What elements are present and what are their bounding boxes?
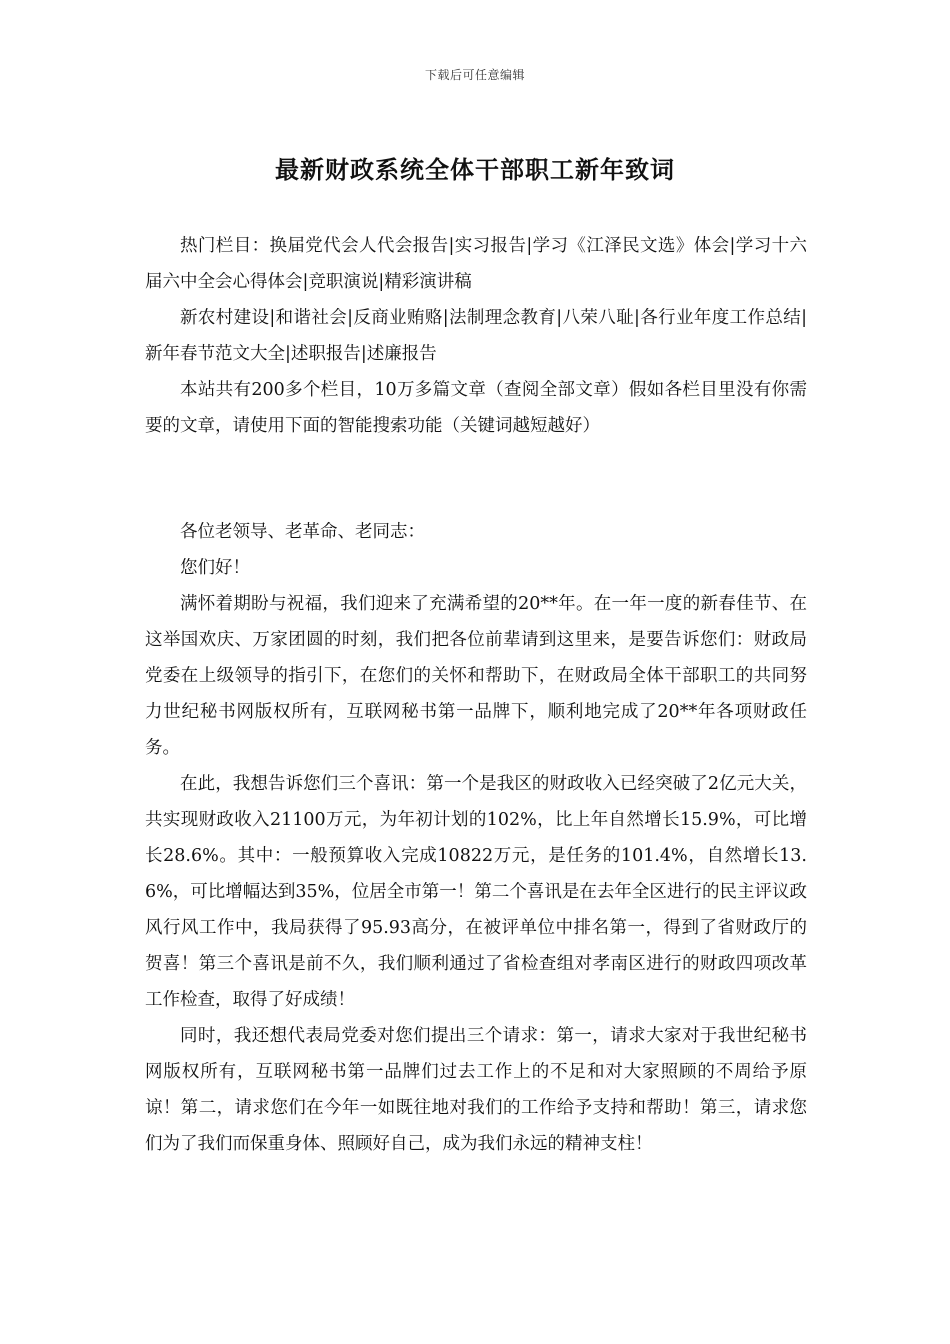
letter-salutation: 各位老领导、老革命、老同志： [180,522,425,542]
header-note: 下载后可任意编辑 [424,68,525,82]
letter-section [145,514,807,1162]
letter-paragraph-requests: 同时，我还想代表局党委对您们提出三个请求：第一，请求大家对于我世纪秘书网版权所有，互联网秘书第一品牌们过去工作上的不足和对大家照顾的不周给予原谅！第二，请求您们在今年一如既往地对我们的工作给予支持和帮助！第三，请求您们为了我们而保重身体、照顾好自己，成为我们永远的精神支柱！ [145,1026,807,1154]
document-title: 最新财政系统全体干部职工新年致词 [275,155,675,184]
intro-paragraph-site-info: 本站共有200多个栏目，10万多篇文章（查阅全部文章）假如各栏目里没有你需要的文章，请使用下面的智能搜索功能（关键词越短越好） [145,380,807,436]
intro-section [145,228,807,444]
intro-paragraph-hot-columns: 热门栏目：换届党代会人代会报告|实习报告|学习《江泽民文选》体会|学习十六届六中全会心得体会|竞职演说|精彩演讲稿 [145,236,807,292]
intro-paragraph-more-columns: 新农村建设|和谐社会|反商业贿赂|法制理念教育|八荣八耻|各行业年度工作总结|新年春节范文大全|述职报告|述廉报告 [145,308,807,364]
letter-greeting: 您们好！ [180,558,250,578]
letter-paragraph-new-year: 满怀着期盼与祝福，我们迎来了充满希望的20**年。在一年一度的新春佳节、在这举国欢庆、万家团圆的时刻，我们把各位前辈请到这里来，是要告诉您们：财政局党委在上级领导的指引下，在您们的关怀和帮助下，在财政局全体干部职工的共同努力世纪秘书网版权所有，互联网秘书第一品牌下，顺利地完成了20**年各项财政任务。 [145,594,807,758]
letter-paragraph-good-news: 在此，我想告诉您们三个喜讯：第一个是我区的财政收入已经突破了2亿元大关，共实现财政收入21100万元，为年初计划的102%，比上年自然增长15.9%，可比增长28.6%。其中：一般预算收入完成10822万元，是任务的101.4%，自然增长13.6%，可比增幅达到35%，位居全市第一！第二个喜讯是在去年全区进行的民主评议政风行风工作中，我局获得了95.93高分，在被评单位中排名第一，得到了省财政厅的贺喜！第三个喜讯是前不久，我们顺利通过了省检查组对孝南区进行的财政四项改革工作检查，取得了好成绩！ [145,774,807,1010]
